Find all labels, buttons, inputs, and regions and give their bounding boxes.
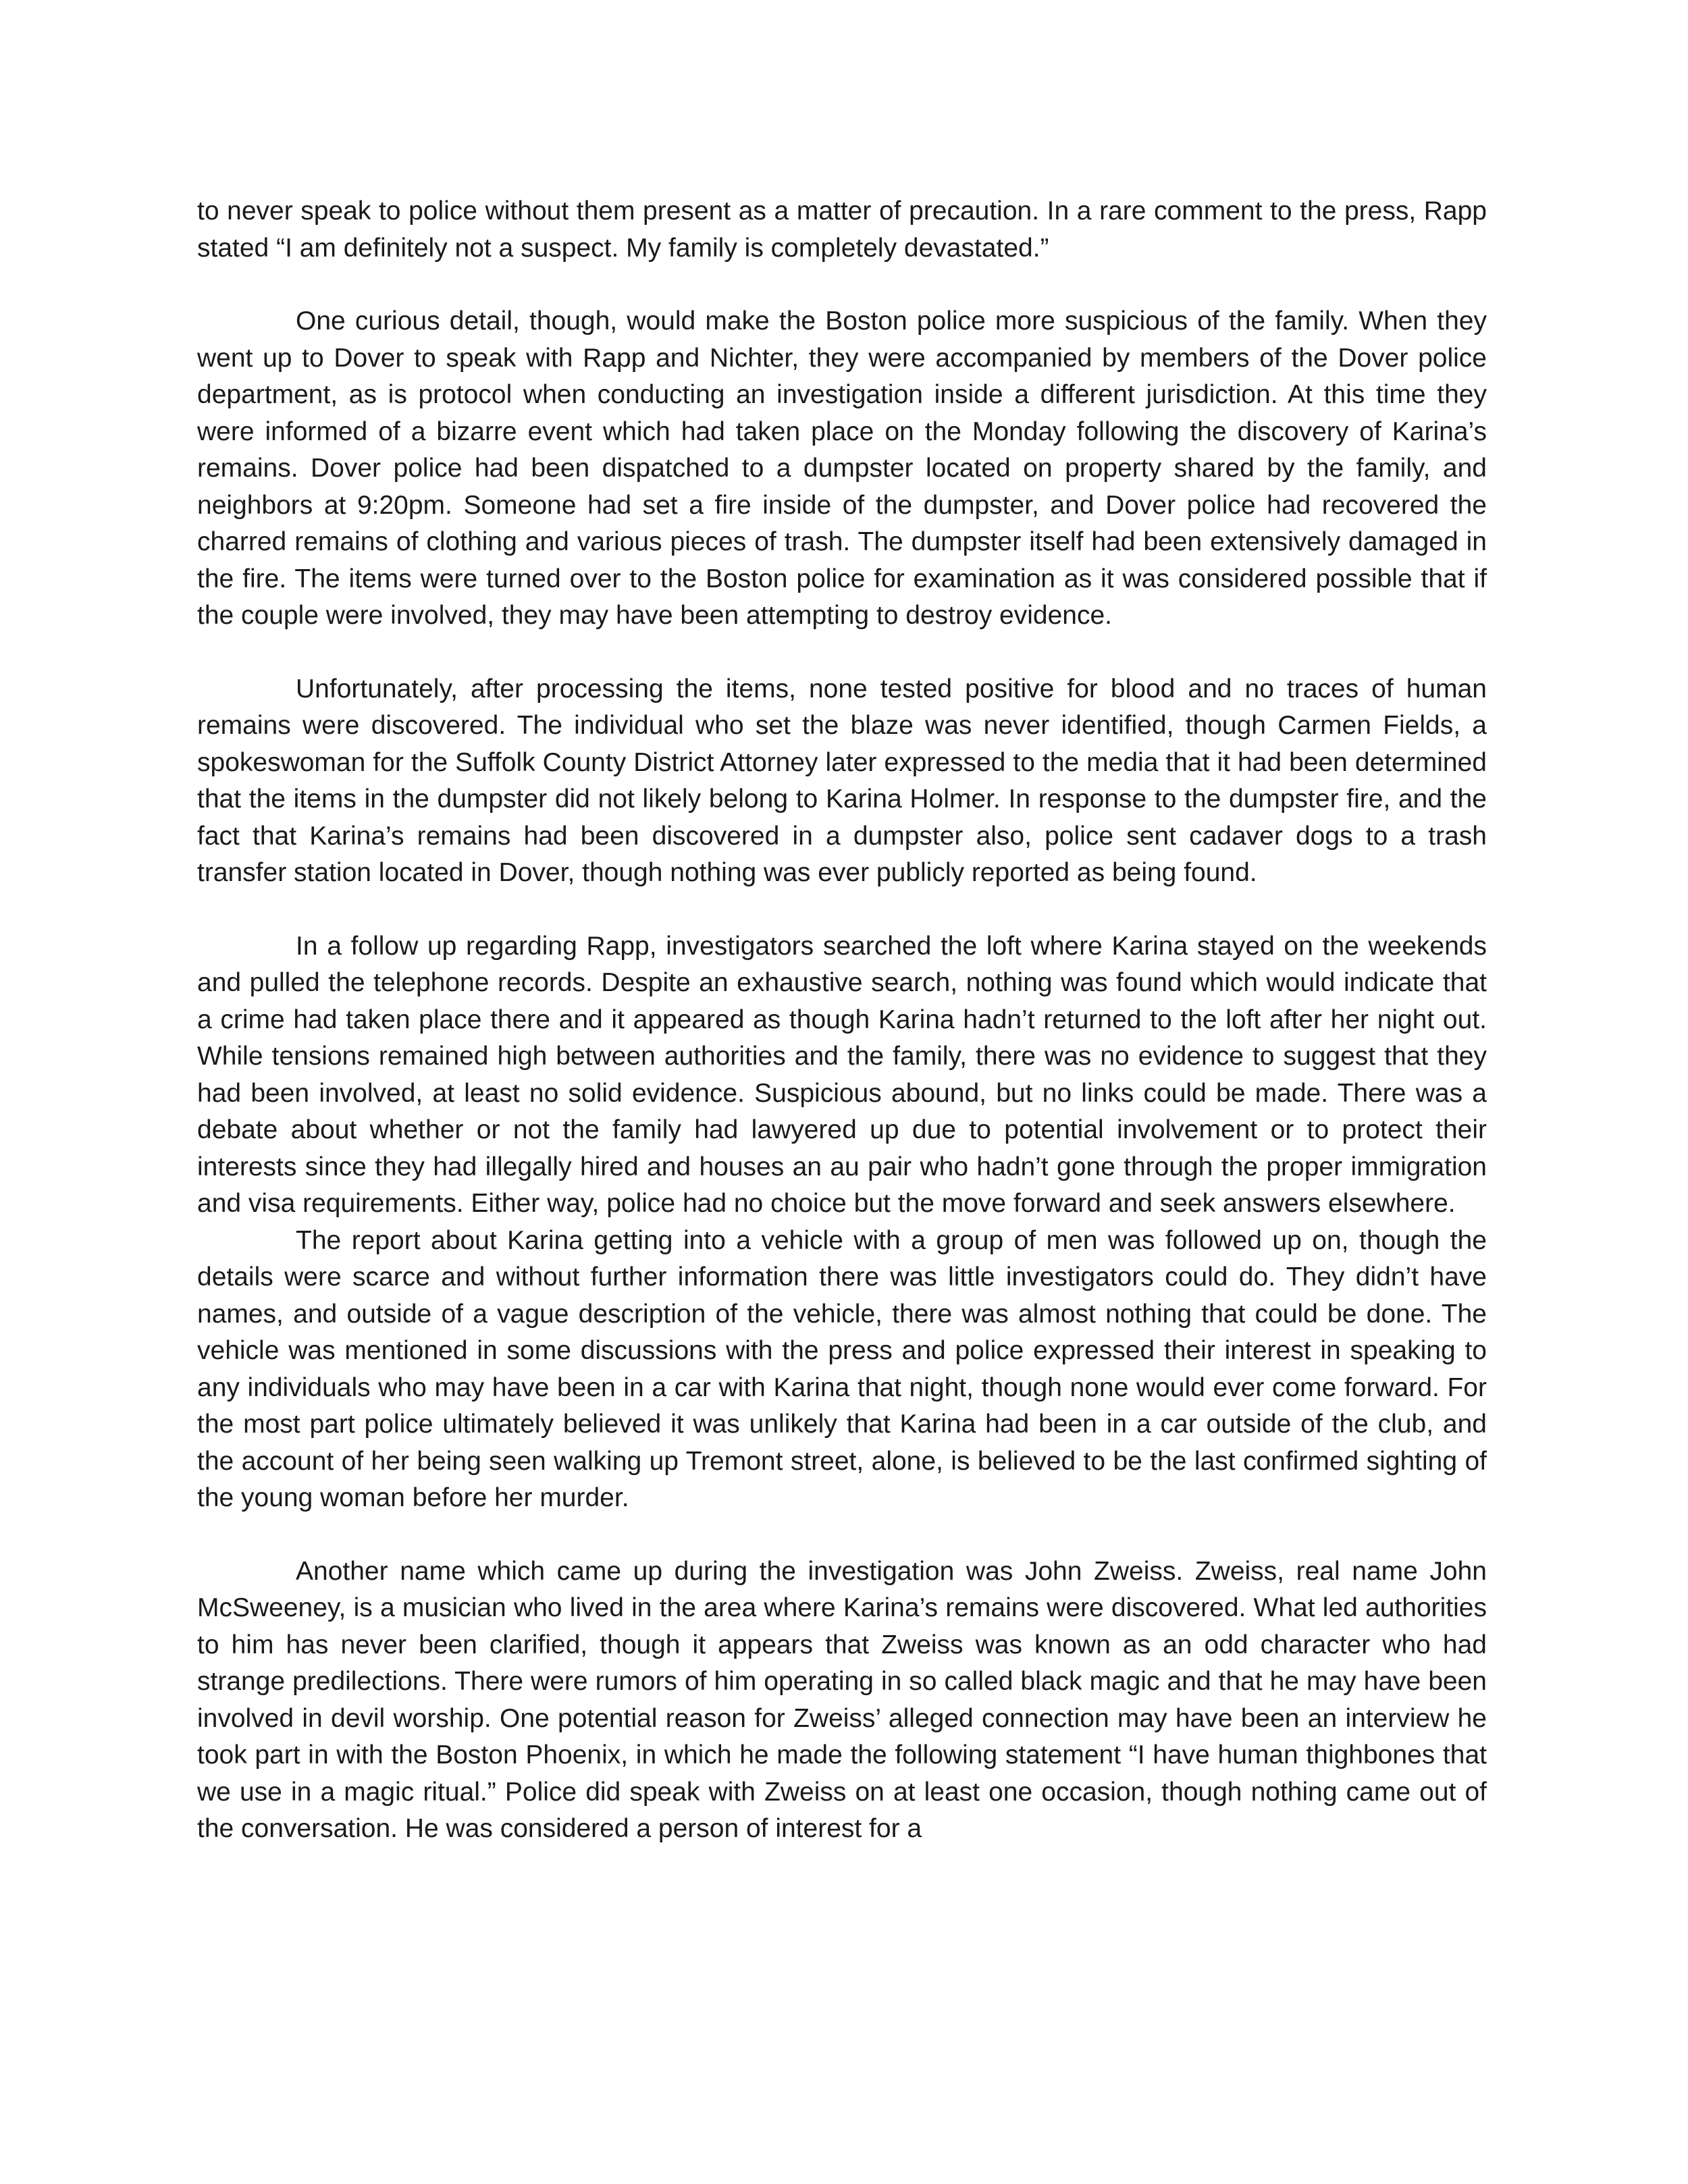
paragraph-5: The report about Karina getting into a vehicle with a group of men was followed up on, though the details were scarce and without further information there was little investigators could do. They didn’t have names, and outside of a vague description of the vehicle, there was almost nothing that could be done. The vehicle was mentioned in some discussions with the press and police expressed their interest in speaking to any individuals who may have been in a car with Karina that night, though none would ever come forward. For the most part police ultimately believed it was unlikely that Karina had been in a car outside of the club, and the account of her being seen walking up Tremont street, alone, is believed to be the last confirmed sighting of the young woman before her murder. [197, 1225, 1487, 1512]
paragraph-6: Another name which came up during the investigation was John Zweiss. Zweiss, real name John McSweeney, is a musician who lived in the area where Karina’s remains were discovered. What led authorities to him has never been clarified, though it appears that Zweiss was known as an odd character who had strange predilections. There were rumors of him operating in so called black magic and that he may have been involved in devil worship. One potential reason for Zweiss’ alleged connection may have been an interview he took part in with the Boston Phoenix, in which he made the following statement “I have human thighbones that we use in a magic ritual.” Police did speak with Zweiss on at least one occasion, though nothing came out of the conversation. He was considered a person of interest for a [197, 1556, 1487, 1843]
paragraph-3: Unfortunately, after processing the items, none tested positive for blood and no traces of human remains were discovered. The individual who set the blaze was never identified, though Carmen Fields, a spokeswoman for the Suffolk County District Attorney later expressed to the media that it had been determined that the items in the dumpster did not likely belong to Karina Holmer. In response to the dumpster fire, and the fact that Karina’s remains had been discovered in a dumpster also, police sent cadaver dogs to a trash transfer station located in Dover, though nothing was ever publicly reported as being found. [197, 674, 1487, 887]
paragraph-1: to never speak to police without them present as a matter of precaution. In a rare comment to the press, Rapp stated “I am definitely not a suspect. My family is completely devastated.” [197, 196, 1487, 263]
paragraph-2: One curious detail, though, would make the Boston police more suspicious of the family. When they went up to Dover to speak with Rapp and Nichter, they were accompanied by members of the Dover police department, as is protocol when conducting an investigation inside a different jurisdiction. At this time they were informed of a bizarre event which had taken place on the Monday following the discovery of Karina’s remains. Dover police had been dispatched to a dumpster located on property shared by the family, and neighbors at 9:20pm. Someone had set a fire inside of the dumpster, and Dover police had recovered the charred remains of clothing and various pieces of trash. The dumpster itself had been extensively damaged in the fire. The items were turned over to the Boston police for examination as it was considered possible that if the couple were involved, they may have been attempting to destroy evidence. [197, 307, 1487, 630]
document-page [197, 193, 1487, 1884]
paragraph-4: In a follow up regarding Rapp, investigators searched the loft where Karina stayed on the weekends and pulled the telephone records. Despite an exhaustive search, nothing was found which would indicate that a crime had taken place there and it appeared as though Karina hadn’t returned to the loft after her night out. While tensions remained high between authorities and the family, there was no evidence to suggest that they had been involved, at least no solid evidence. Suspicious abound, but no links could be made. There was a debate about whether or not the family had lawyered up due to potential involvement or to protect their interests since they had illegally hired and houses an au pair who hadn’t gone through the proper immigration and visa requirements. Either way, police had no choice but the move forward and seek answers elsewhere. [197, 931, 1487, 1218]
